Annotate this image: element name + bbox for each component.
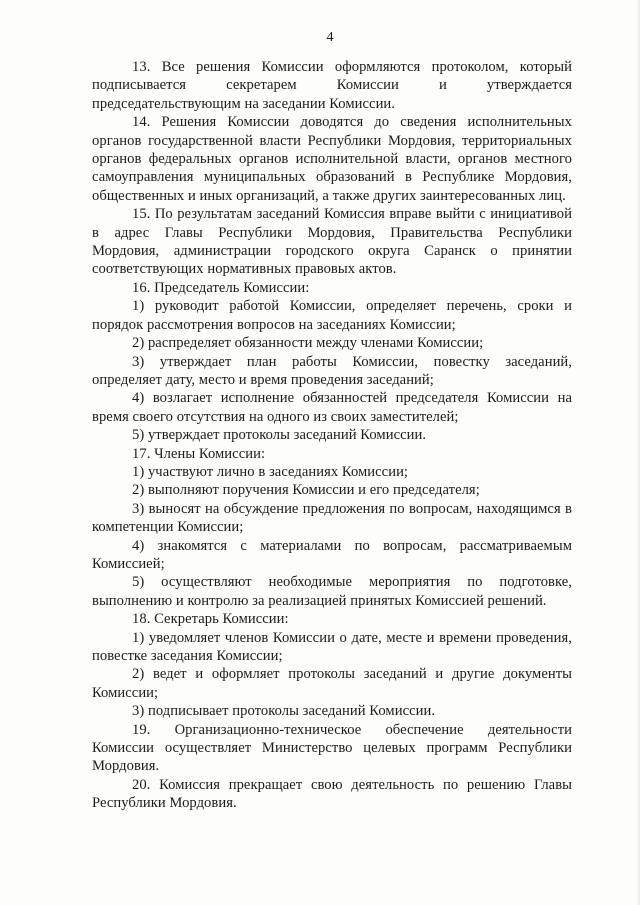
page-number: 4 <box>326 30 334 45</box>
document-body <box>92 58 572 813</box>
paragraph-16-item-4: 4) возлагает исполнение обязанностей председателя Комиссии на время своего отсутствия на одного из своих заместителей; <box>92 390 572 425</box>
paragraph-18-item-3: 3) подписывает протоколы заседаний Комиссии. <box>132 703 436 720</box>
paragraph-15: 15. По результатам заседаний Комиссия вправе выйти с инициативой в адрес Главы Республики Мордовия, Правительства Республики Мордовия, администрации городского округа Саранск о принятии соответствующих нормативных правовых актов. <box>92 206 572 278</box>
paragraph-17-item-1: 1) участвуют лично в заседаниях Комиссии; <box>132 463 409 480</box>
paragraph-17-item-3: 3) выносят на обсуждение предложения по вопросам, находящимся в компетенции Комиссии; <box>92 500 572 536</box>
paragraph-16-item-2: 2) распределяет обязанности между членами Комиссии; <box>132 335 484 352</box>
page-edge-shadow <box>636 0 640 905</box>
paragraph-18-heading: 18. Секретарь Комиссии: <box>132 611 289 628</box>
paragraph-17-item-5: 5) осуществляют необходимые мероприятия по подготовке, выполнению и контролю за реализацией принятых Комиссией решений. <box>92 574 572 609</box>
paragraph-17-item-4: 4) знакомятся с материалами по вопросам, рассматриваемым Комиссией; <box>92 537 572 572</box>
paragraph-16-item-3: 3) утверждает план работы Комиссии, повестку заседаний, определяет дату, место и время проведения заседаний; <box>92 353 572 388</box>
paragraph-16-item-1: 1) руководит работой Комиссии, определяет перечень, сроки и порядок рассмотрения вопросов на заседаниях Комиссии; <box>92 298 572 333</box>
paragraph-16-item-5: 5) утверждает протоколы заседаний Комиссии. <box>132 427 427 444</box>
paragraph-19: 19. Организационно-техническое обеспечение деятельности Комиссии осуществляет Министерство целевых программ Республики Мордовия. <box>92 721 572 775</box>
paragraph-18-item-2: 2) ведет и оформляет протоколы заседаний и другие документы Комиссии; <box>92 666 572 701</box>
paragraph-13: 13. Все решения Комиссии оформляются протоколом, который подписывается секретарем Комиссии и утверждается председательствующим на заседании Комиссии. <box>92 59 572 112</box>
paragraph-17-heading: 17. Члены Комиссии: <box>132 445 266 462</box>
paragraph-16-heading: 16. Председатель Комиссии: <box>132 279 310 296</box>
paragraph-20: 20. Комиссия прекращает свою деятельность по решению Главы Республики Мордовия. <box>92 776 572 812</box>
paragraph-17-item-2: 2) выполняют поручения Комиссии и его председателя; <box>132 482 480 499</box>
paragraph-14: 14. Решения Комиссии доводятся до сведения исполнительных органов государственной власти Республики Мордовия, территориальных органов федеральных органов исполнительной власти, органов местного самоуправления муниципальных образований в Республике Мордовия, общественных и иных организаций, а также других заинтересованных лиц. <box>92 114 572 204</box>
paragraph-18-item-1: 1) уведомляет членов Комиссии о дате, месте и времени проведения, повестке заседания Комиссии; <box>92 629 572 664</box>
